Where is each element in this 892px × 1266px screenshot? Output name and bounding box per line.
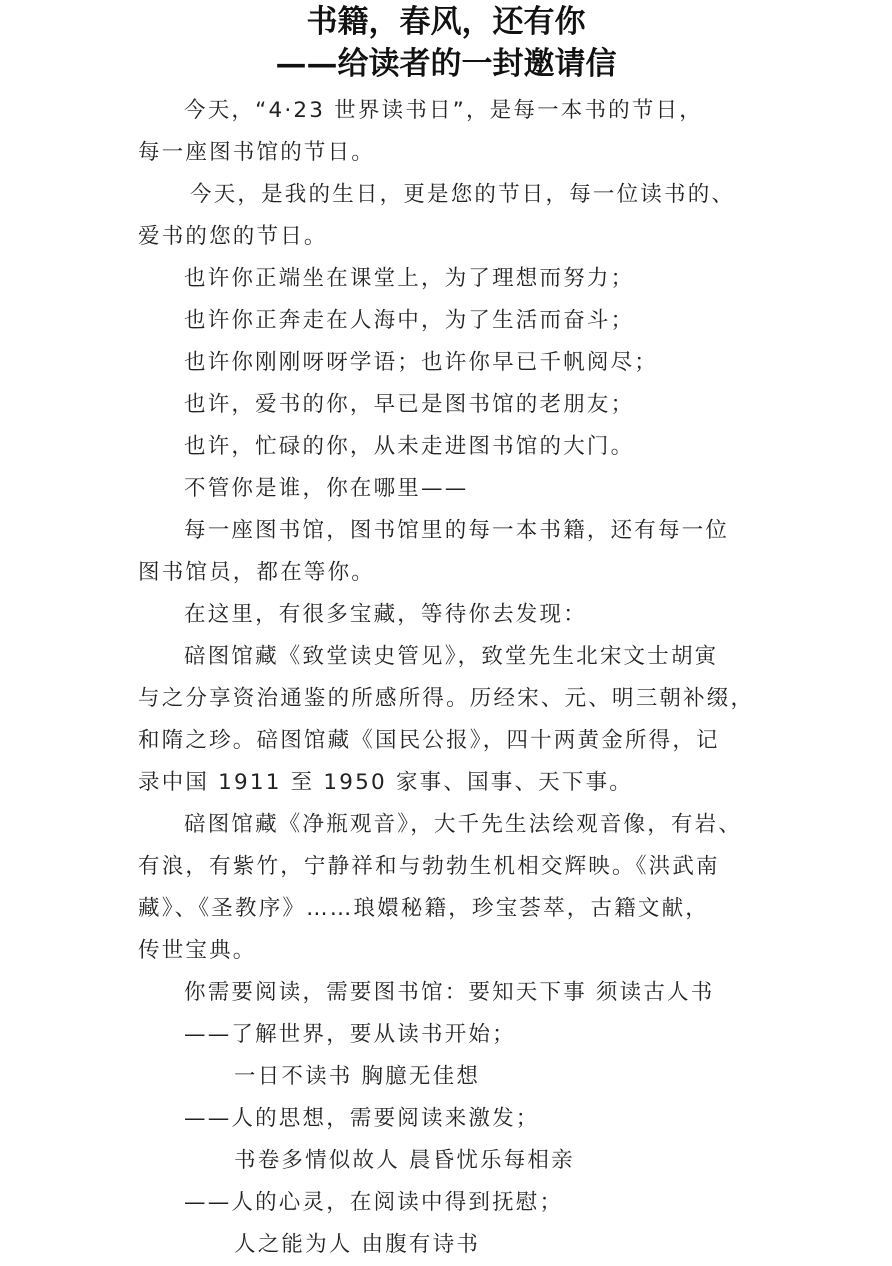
document-subtitle: ——给读者的一封邀请信 bbox=[275, 46, 617, 82]
body-line: 碚图馆藏《净瓶观音》，大千先生法绘观音像，有岩、 bbox=[184, 812, 743, 837]
body-line: ——了解世界，要从读书开始； bbox=[184, 1022, 516, 1047]
body-line: 有浪，有紫竹，宁静祥和与勃勃生机相交辉映。《洪武南 bbox=[138, 854, 720, 879]
body-line: 今天，是我的生日，更是您的节日，每一位读书的、 bbox=[190, 182, 736, 207]
body-line: 也许，忙碌的你，从未走进图书馆的大门。 bbox=[184, 434, 635, 459]
body-line: 也许你刚刚呀呀学语；也许你早已千帆阅尽； bbox=[184, 350, 659, 375]
body-line: 藏》、《圣教序》……琅嬛秘籍，珍宝荟萃，古籍文献， bbox=[138, 896, 710, 921]
body-line: 每一座图书馆的节日。 bbox=[138, 140, 376, 165]
body-line: 录中国 1911 至 1950 家事、国事、天下事。 bbox=[138, 770, 633, 795]
body-line: ——人的心灵，在阅读中得到抚慰； bbox=[184, 1190, 564, 1215]
body-line: 碚图馆藏《致堂读史管见》，致堂先生北宋文士胡寅 bbox=[184, 644, 719, 669]
body-line: ——人的思想，需要阅读来激发； bbox=[184, 1106, 540, 1131]
body-line: 每一座图书馆，图书馆里的每一本书籍，还有每一位 bbox=[184, 518, 730, 543]
poem-line: 人之能为人 由腹有诗书 bbox=[234, 1232, 481, 1257]
poem-line: 书卷多情似故人 晨昏忧乐每相亲 bbox=[234, 1148, 575, 1173]
body-line: 也许你正奔走在人海中，为了生活而奋斗； bbox=[184, 308, 635, 333]
body-line: 图书馆员，都在等你。 bbox=[138, 560, 376, 585]
body-line: 传世宝典。 bbox=[138, 938, 257, 963]
body-line: 爱书的您的节日。 bbox=[138, 224, 328, 249]
document-title: 书籍，春风，还有你 bbox=[306, 4, 586, 40]
body-line: 和隋之珍。碚图馆藏《国民公报》，四十两黄金所得，记 bbox=[138, 728, 720, 753]
body-line: 与之分享资治通鉴的所感所得。历经宋、元、明三朝补缀， bbox=[138, 686, 755, 711]
body-line: 今天，“4·23 世界读书日”，是每一本书的节日， bbox=[184, 98, 703, 123]
letter-body bbox=[138, 90, 755, 1266]
body-line: 在这里，有很多宝藏，等待你去发现： bbox=[184, 602, 587, 627]
body-line: 也许你正端坐在课堂上，为了理想而努力； bbox=[184, 266, 635, 291]
poem-line: 一日不读书 胸臆无佳想 bbox=[234, 1064, 481, 1089]
body-line: 你需要阅读，需要图书馆：要知天下事 须读古人书 bbox=[184, 980, 715, 1005]
body-line: 也许，爱书的你，早已是图书馆的老朋友； bbox=[184, 392, 635, 417]
body-line: 不管你是谁，你在哪里—— bbox=[184, 476, 469, 501]
